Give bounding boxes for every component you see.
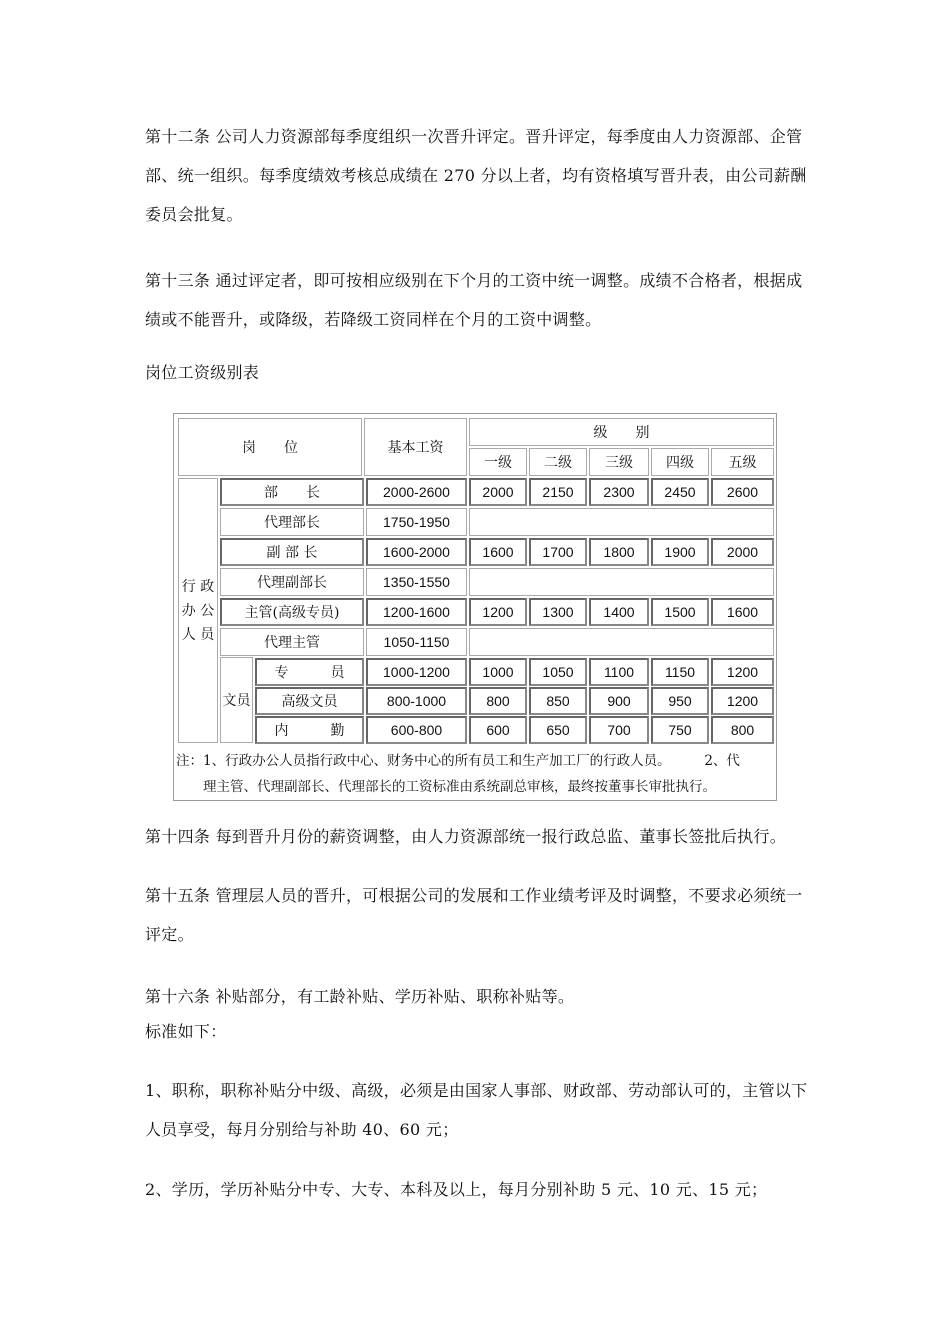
row-position: 代理副部长 bbox=[220, 568, 364, 596]
subsidy-item-2: 2、学历，学历补贴分中专、大专、本科及以上，每月分别补助 5 元、10 元、15 元； bbox=[145, 1180, 768, 1199]
row-value: 1150 bbox=[651, 658, 709, 686]
row-value: 750 bbox=[651, 716, 709, 744]
row-value: 2000 bbox=[711, 538, 774, 566]
group-label-admin-staff: 行 政 办 公 人 员 bbox=[178, 478, 218, 743]
table-note-line-2: 理主管、代理副部长、代理部长的工资标准由系统副总审核，最终按董事长审批执行。 bbox=[203, 779, 716, 795]
header-level-1: 一级 bbox=[469, 448, 527, 476]
salary-grade-table bbox=[173, 413, 777, 801]
table-title: 岗位工资级别表 bbox=[145, 363, 260, 382]
row-position: 内 勤 bbox=[255, 716, 364, 744]
row-base-salary: 800-1000 bbox=[366, 687, 467, 715]
row-base-salary: 600-800 bbox=[366, 716, 467, 744]
row-base-salary: 1600-2000 bbox=[366, 538, 467, 566]
row-base-salary: 2000-2600 bbox=[366, 478, 467, 506]
subsidy-item-1: 1、职称，职称补贴分中级、高级，必须是由国家人事部、财政部、劳动部认可的，主管以下人员享受，每月分别给与补助 40、60 元； bbox=[145, 1081, 808, 1139]
row-base-salary: 1050-1150 bbox=[366, 628, 467, 656]
row-value: 1400 bbox=[589, 598, 649, 626]
header-position: 岗 位 bbox=[178, 418, 362, 476]
row-value: 1600 bbox=[711, 598, 774, 626]
row-position: 代理部长 bbox=[220, 508, 364, 536]
standards-intro: 标准如下： bbox=[145, 1022, 227, 1041]
row-position: 副 部 长 bbox=[220, 538, 364, 566]
header-level-2: 二级 bbox=[529, 448, 587, 476]
row-value: 1500 bbox=[651, 598, 709, 626]
row-value: 1200 bbox=[711, 658, 774, 686]
row-position: 高级文员 bbox=[255, 687, 364, 715]
header-level: 级 别 bbox=[469, 418, 774, 446]
row-value: 2600 bbox=[711, 478, 774, 506]
row-value: 1600 bbox=[469, 538, 527, 566]
row-value: 1000 bbox=[469, 658, 527, 686]
sub-group-label-clerk: 文员 bbox=[220, 657, 253, 743]
row-value: 650 bbox=[529, 716, 587, 744]
row-position: 主管(高级专员) bbox=[220, 598, 364, 626]
table-note-line-1: 注：1、行政办公人员指行政中心、财务中心的所有员工和生产加工厂的行政人员。 2、代 bbox=[176, 753, 740, 769]
row-value: 1050 bbox=[529, 658, 587, 686]
row-base-salary: 1350-1550 bbox=[366, 568, 467, 596]
row-value: 1700 bbox=[529, 538, 587, 566]
row-base-salary: 1750-1950 bbox=[366, 508, 467, 536]
header-level-4: 四级 bbox=[651, 448, 709, 476]
article-16: 第十六条 补贴部分，有工龄补贴、学历补贴、职称补贴等。 bbox=[145, 987, 575, 1006]
row-value: 1200 bbox=[711, 687, 774, 715]
header-level-5: 五级 bbox=[711, 448, 774, 476]
row-empty-levels bbox=[469, 628, 774, 656]
article-15: 第十五条 管理层人员的晋升，可根据公司的发展和工作业绩考评及时调整，不要求必须统一评定。 bbox=[145, 886, 803, 944]
row-value: 2300 bbox=[589, 478, 649, 506]
row-position: 代理主管 bbox=[220, 628, 364, 656]
row-value: 1200 bbox=[469, 598, 527, 626]
article-13: 第十三条 通过评定者，即可按相应级别在下个月的工资中统一调整。成绩不合格者，根据成绩或不能晋升，或降级，若降级工资同样在个月的工资中调整。 bbox=[145, 271, 803, 329]
row-empty-levels bbox=[469, 508, 774, 536]
row-value: 800 bbox=[469, 687, 527, 715]
row-value: 600 bbox=[469, 716, 527, 744]
row-value: 800 bbox=[711, 716, 774, 744]
article-12: 第十二条 公司人力资源部每季度组织一次晋升评定。晋升评定，每季度由人力资源部、企管部、统一组织。每季度绩效考核总成绩在 270 分以上者，均有资格填写晋升表，由公司薪酬委员会批复。 bbox=[145, 127, 807, 224]
row-position: 专 员 bbox=[255, 658, 364, 686]
row-empty-levels bbox=[469, 568, 774, 596]
row-value: 900 bbox=[589, 687, 649, 715]
row-value: 1800 bbox=[589, 538, 649, 566]
table-note bbox=[176, 748, 776, 800]
header-level-3: 三级 bbox=[589, 448, 649, 476]
row-base-salary: 1200-1600 bbox=[366, 598, 467, 626]
row-value: 950 bbox=[651, 687, 709, 715]
row-position: 部 长 bbox=[220, 478, 364, 506]
row-value: 850 bbox=[529, 687, 587, 715]
row-base-salary: 1000-1200 bbox=[366, 658, 467, 686]
row-value: 2450 bbox=[651, 478, 709, 506]
row-value: 2000 bbox=[469, 478, 527, 506]
header-base-salary: 基本工资 bbox=[364, 418, 467, 476]
row-value: 1900 bbox=[651, 538, 709, 566]
row-value: 2150 bbox=[529, 478, 587, 506]
article-14: 第十四条 每到晋升月份的薪资调整，由人力资源部统一报行政总监、董事长签批后执行。 bbox=[145, 827, 787, 846]
row-value: 700 bbox=[589, 716, 649, 744]
row-value: 1300 bbox=[529, 598, 587, 626]
row-value: 1100 bbox=[589, 658, 649, 686]
